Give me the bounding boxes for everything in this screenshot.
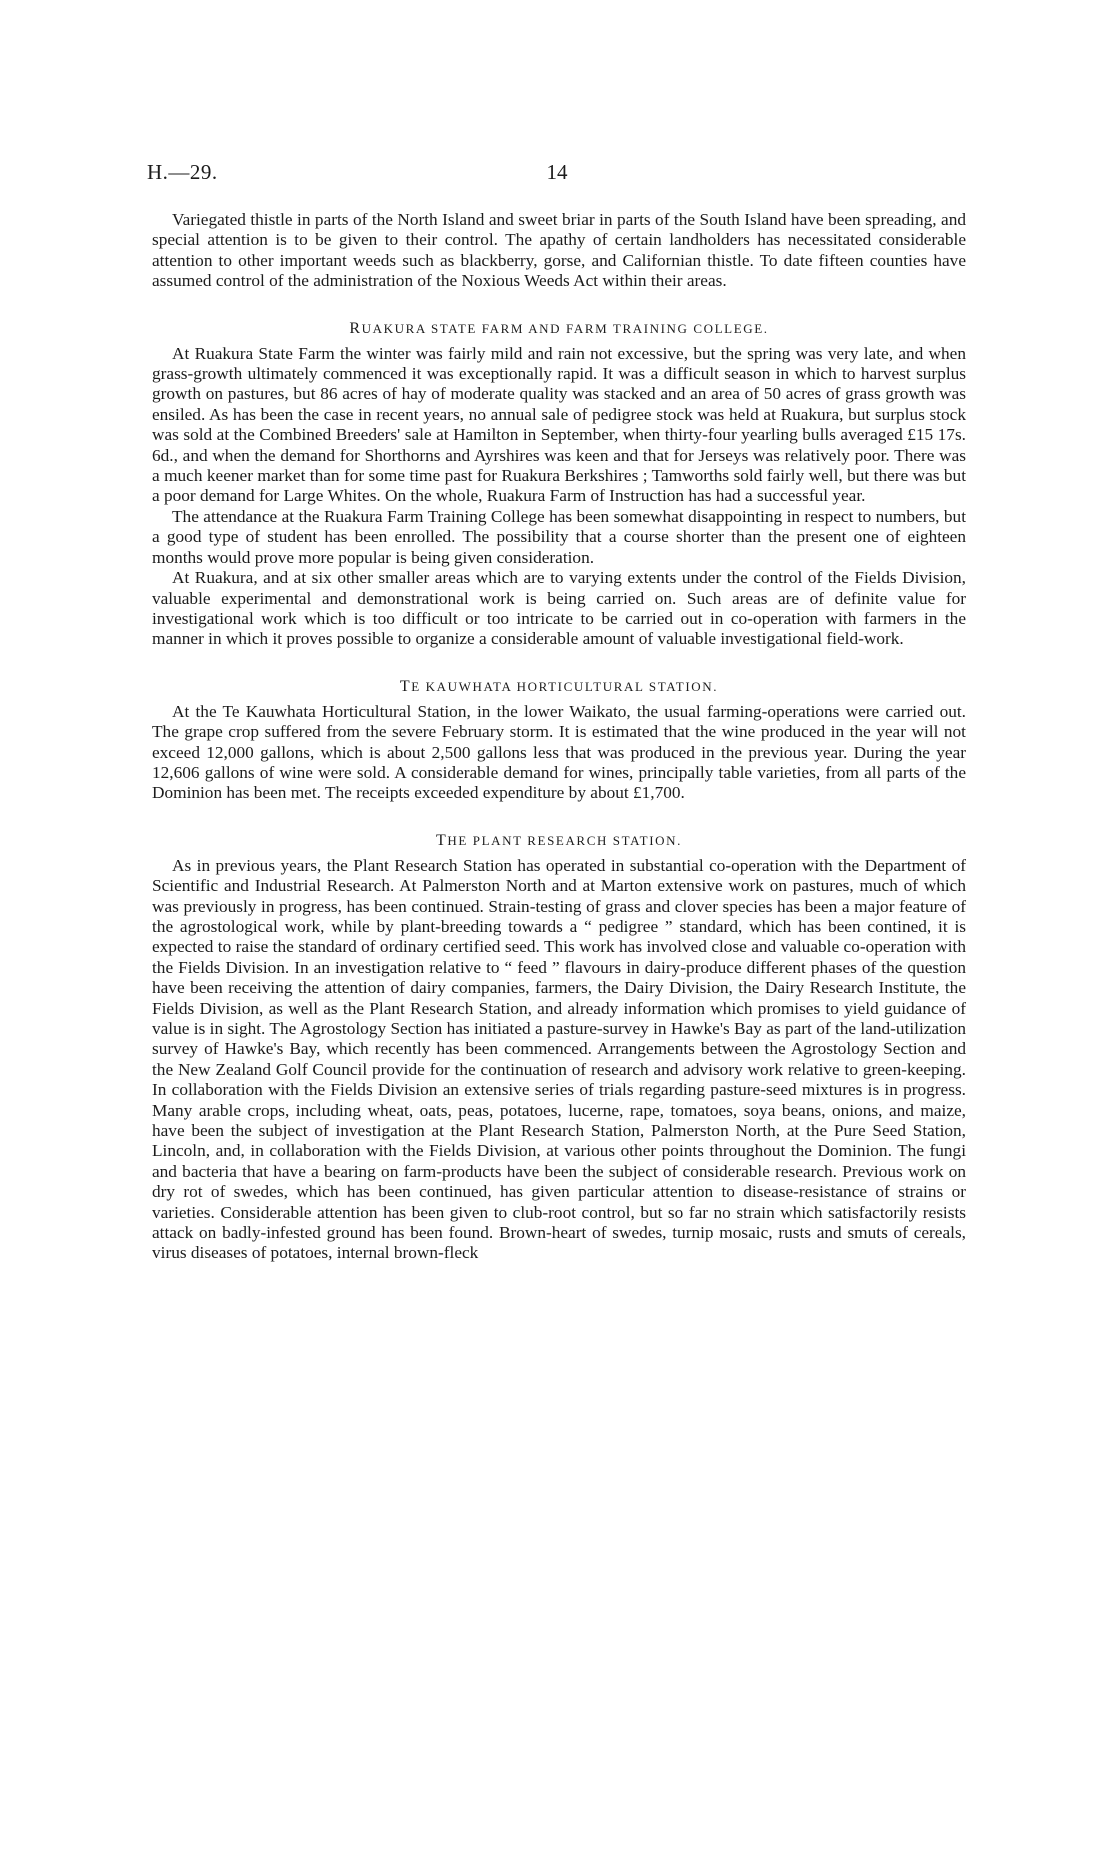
section-heading-te-kauwhata: TE KAUWHATA HORTICULTURAL STATION. [399, 677, 719, 695]
paragraph: As in previous years, the Plant Research Station has operated in substantial co-operation with the Department of Scientific and Industrial Research. At Palmerston North and at Marton extensive work on pastures, much of which was previously in progress, has been continued. Strain-testing of grass and clover species has been a major feature of the agrostological work, while by plant-breeding towards a “ pedigree ” standard, which has been contined, it is expected to raise the standard of ordinary certified seed. This work has involved close and valuable co-operation with the Fields Division. In an investigation relative to “ feed ” flavours in dairy-produce different phases of the question have been receiving the attention of dairy companies, farmers, the Dairy Division, the Dairy Research Institute, the Fields Division, as well as the Plant Research Station, and already information which promises to yield guidance of value is in sight. The Agrostology Section has initiated a pasture-survey in Hawke's Bay as part of the land-utilization survey of Hawke's Bay, which recently has been commenced. Arrangements between the Agrostology Section and the New Zealand Golf Council provide for the continuation of research and advisory work relative to green-keeping. In collaboration with the Fields Division an extensive series of trials regarding pasture-seed mixtures is in progress. Many arable crops, including wheat, oats, peas, potatoes, lucerne, rape, tomatoes, soya beans, onions, and maize, have been the subject of investigation at the Plant Research Station, Palmerston North, at the Pure Seed Station, Lincoln, and, in collaboration with the Fields Division, at various other points throughout the Dominion. The fungi and bacteria that have a bearing on farm-products have been the subject of considerable research. Previous work on dry rot of swedes, which has been continued, has given particular attention to disease-resistance of strains or varieties. Considerable attention has been given to club-root control, but so far no strain which satisfactorily resists attack on badly-infested ground has been found. Brown-heart of swedes, turnip mosaic, rusts and smuts of cereals, virus diseases of potatoes, internal brown-fleck [152, 855, 966, 1263]
page-body [152, 210, 966, 1264]
intro-paragraph: Variegated thistle in parts of the North Island and sweet briar in parts of the South Island have been spreading, and special attention is to be given to their control. The apathy of certain landholders has necessitated considerable attention to other important weeds such as blackberry, gorse, and Californian thistle. To date fifteen counties have assumed control of the administration of the Noxious Weeds Act within their areas. [152, 210, 966, 291]
paragraph: The attendance at the Ruakura Farm Training College has been somewhat disappointing in respect to numbers, but a good type of student has been enrolled. The possibility that a course shorter than the present one of eighteen months would prove more popular is being given consideration. [152, 506, 966, 567]
section-heading-plant-research: THE PLANT RESEARCH STATION. [436, 831, 682, 849]
paragraph: At the Te Kauwhata Horticultural Station, in the lower Waikato, the usual farming-operations were carried out. The grape crop suffered from the severe February storm. It is estimated that the wine produced in the year will not exceed 12,000 gallons, which is about 2,500 gallons less that was produced in the previous year. During the year 12,606 gallons of wine were sold. A considerable demand for wines, principally table varieties, from all parts of the Dominion has been met. The receipts exceeded expenditure by about £1,700. [152, 701, 966, 803]
paragraph: At Ruakura State Farm the winter was fairly mild and rain not excessive, but the spring was very late, and when grass-growth ultimately commenced it was exceptionally rapid. It was a difficult season in which to harvest surplus growth on pastures, but 86 acres of hay of moderate quality was stacked and an area of 50 acres of grass growth was ensiled. As has been the case in recent years, no annual sale of pedigree stock was held at Ruakura, but surplus stock was sold at the Combined Breeders' sale at Hamilton in September, when thirty-four yearling bulls averaged £15 17s. 6d., and when the demand for Shorthorns and Ayrshires was keen and that for Jerseys was relatively poor. There was a much keener market than for some time past for Ruakura Berkshires ; Tamworths sold fairly well, but there was but a poor demand for Large Whites. On the whole, Ruakura Farm of Instruction has had a successful year. [152, 343, 966, 506]
section-heading-ruakura: RUAKURA STATE FARM AND FARM TRAINING COLLEGE. [349, 319, 769, 337]
page-header [147, 160, 967, 190]
document-reference: H.—29. [147, 160, 218, 184]
paragraph: At Ruakura, and at six other smaller areas which are to varying extents under the control of the Fields Division, valuable experimental and demonstrational work is being carried on. Such areas are of definite value for investigational work which is too difficult or too intricate to be carried out in co-operation with farmers in the manner in which it proves possible to organize a considerable amount of valuable investigational field-work. [152, 568, 966, 649]
page-number: 14 [546, 160, 568, 184]
